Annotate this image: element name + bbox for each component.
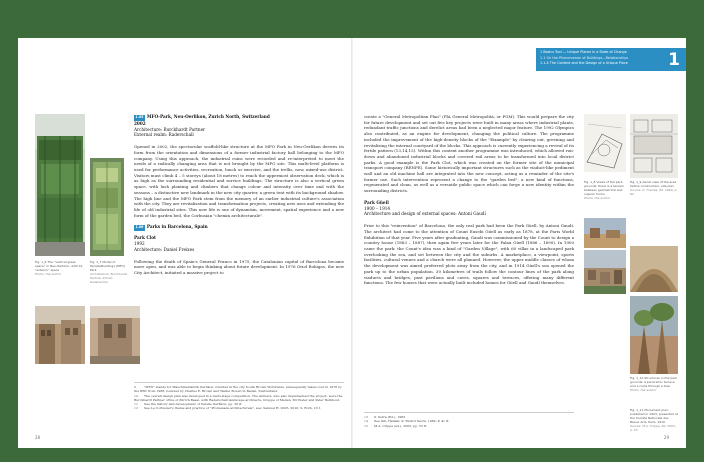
chapter-line-3: 1.1.4 The Context and the Design of a Unique Place (540, 61, 628, 65)
caption-credit: Photo: the author (35, 272, 62, 277)
footnote: 12 See Le Corbusier's theme and practice of "Promenade architecturale", see: Samuel H. 2005, 2010: S. Roth, 10 f. (134, 406, 321, 411)
chapter-line-2: 1.1 On the Phenomenon of Buildings—Relationships (540, 56, 629, 60)
park-guell-title: Park Güell (364, 199, 389, 205)
project-tag: 1.06 (135, 225, 144, 230)
project-tag: 1.05 (135, 115, 144, 119)
caption-fig-1-11 (630, 408, 678, 433)
chapter-header (536, 48, 686, 71)
photo-park-guell-trees (630, 296, 678, 374)
project-year: 2002 (134, 120, 146, 126)
terrace-image (584, 218, 626, 248)
photo-aerial-plan (630, 114, 678, 178)
mfo-park-image (35, 114, 85, 256)
caption-title: Fig. 1_8 Views of the park grounds: there is a tension between geometrical and organic forms (584, 180, 625, 197)
caption-credit: Source: D. Freixes, Ed. 1990, p. 92 (630, 188, 678, 197)
project-title: 1.05 MFO-Park, Neu-Oerlikon, Zurich North, Switzerland (135, 114, 270, 119)
right-text-column (364, 114, 574, 286)
photo-park-guell-city (584, 250, 626, 294)
park-name: Park Clot (134, 235, 156, 241)
photo-park-clot-sketch (584, 114, 626, 172)
caption-fig-1-7 (90, 260, 128, 285)
project-external: External realm: Raderschall (134, 132, 194, 138)
caption-fig-1-6 (35, 260, 85, 276)
caption-title: Fig. 1_6 The "vertical green space" in Neu-Oerlikon, with its "exterior" space (35, 260, 83, 273)
caption-title: Fig. 1_11 Monument plan, published in 1903, presented at the Société Nationale des Beaux Arts, Paris, 1910 (630, 408, 678, 425)
paragraph-mfo: Opened in 2002, the spectacular scaffold-like structure at the MFO Park in Neu-Oerlikon derives its form from the orientation and dimensions of a former industrial factory hall belonging to the MFO company. Using this approach, the industrial ruins were recorded and re-interpreted to meet the needs of a radically changing area that is not brought by the MFO site. This multi-level platform is used for performance activities, recreation, lunch or exercise, and the trellis, now, mixed-use district. Visitors must climb 4 – 5 storeys (about 18 metres) to reach the uppermost observation deck, which is as high as the surrounding residential and service buildings. The structure is also a vertical green space, with lush planting and climbers that change colour and intensity over time and with the seasons – a distinctive new landmark in the new city quarter, a green tent with its background shadow. The high line and the MFO Park stem from the memory of an earlier industrial culture's association with the city. They are revitalisation and transformation projects, creating new uses and extending the life of old industrial sites. This new life is one of dynamism, movement, spatial experience and a new form of the garden bed, the Corbusian "chemin architecturale". (134, 144, 344, 218)
mosaic-image (630, 246, 678, 292)
project-title-barcelona: 1.06 Parks in Barcelona, Spain (135, 224, 208, 230)
footnote: 11 See the history and development of Tensile Oerlikon, pp. 30 ff. (134, 402, 243, 407)
paragraph-barcelona: Following the death of Spain's General Franco in 1975, the Catalonian capital of Barcelona became more open, and was able to begin thinking about future development. In 1976 Oriol Bohigas, the new City Architect, initiated a massive project to (134, 258, 344, 275)
photo-barcelona-wall (90, 306, 140, 364)
park-year: 1992 (134, 240, 145, 246)
caption-credit: Photo: the author (584, 196, 611, 201)
photo-mfo-park (35, 114, 85, 256)
caption-title: Fig. 1_9 Aerial view of the area before construction, site plan (630, 180, 677, 189)
city-image (584, 250, 626, 294)
footnote: 9 "MFO" stands for Maschinenfabrik Oerlikon, founded in the city South Brown Worldwide, subsequently taken over in 1976 by the BBC from 1988, founded by Charles E. Brown and Walter Boveri in Baden, Switzerland. (134, 385, 342, 394)
photo-park-guell-mosaic (630, 246, 678, 292)
park-guell-architect: Architecture and design of external spaces: Antoni Gaudí (364, 211, 486, 217)
caption-credit: Architecture: Burckhardt Partner, Zürich; Raderschall (90, 272, 128, 285)
wall-image (90, 306, 140, 364)
left-text-column (134, 114, 344, 276)
page-number-left: 28 (35, 435, 41, 440)
caption-title: Fig. 1_7 Model of Tensile/Buildings (MFO) Park (90, 260, 125, 273)
footnote: 10 The overall design plan was developed in a multi-stage competition. The winners, who also implemented the project, were the Burckhardt Partner office of Zürich-Basel, with Raderschall landscape architects, Gruppe of Meilen, Mr Pieter and Peter Berkhout. (134, 393, 343, 402)
caption-fig-1-8 (584, 180, 628, 200)
park-architect: Architecture: Daniel Freixes (134, 246, 195, 252)
caption-credit: Photo: the author (630, 388, 657, 393)
footnote: 14 See Gili, Hallam, 9: Ricard Sacrà, 1982; P. 41 ff. (364, 419, 450, 424)
page-number-right: 29 (663, 435, 669, 440)
trees-image (630, 296, 678, 374)
chapter-number: 1 (668, 50, 680, 70)
gutter (351, 38, 353, 448)
photo-mfo-model (90, 158, 124, 256)
left-footnotes (134, 382, 344, 411)
aerial-plan-image (630, 114, 678, 178)
caption-fig-1-9 (630, 180, 678, 196)
photo-park-guell-terrace (584, 218, 626, 248)
footnote: 13 S. Serra (Ed.), 1982 (364, 415, 406, 419)
project-architect: Architecture: Burckhardt Partner (134, 126, 206, 132)
chapter-line-1: 1 Basics Tool — Unique Places in a State of Change (540, 50, 627, 54)
sketch-image (584, 114, 626, 172)
paragraph-guell: Prior to this "reinvention" of Barcelona, the only real park had been the Park Güell, by Antoni Gaudí. The architect had come to the attention of Count Eusebi Güell as early as 1878, at the Paris World Exhibition of that year. Five years after graduating, Gaudí was commissioned by the Count to design a country house (1883 – 1887), then again five years later for the Palau Güell (1886 – 1890). In 1900 came the park: the Count's idea was a kind of "Garden Village", with 60 villas in a landscaped park overlooking the sea, and set between the city and the suburbs. A marketplace, a viewpoint, sports facilities, cultural venues and a church were all planned. However, the upper middle classes of whom the development was aimed preferred plots away from the city, and in 1914 Güell's son opened the park up to the urban population. 30 kilometres of trails follow the contour lines of the park along viaducts and bridges, past pavilions and caves, squares and terraces, offering many different functions. The few houses that were actually built included homes for Güell and Gaudí themselves. (364, 223, 574, 286)
park-guell-year: 1900 – 1914 (364, 205, 391, 211)
book-spread (18, 38, 686, 448)
caption-fig-1-10 (630, 376, 678, 392)
photo-barcelona-street (35, 306, 85, 364)
paragraph-pgm: create a "General Metropolitan Plan" (PlA General Metropolità, or PGM). This would prepare the city for future development and set out five key projects were built in many areas where industrial plants, redundant traffic junctions and derelict areas had been a neglected major feature. The 1992 Olympics also contributed, as an engine for development, changing the political culture. The programme included the improvement of the high-density blocks of the "Eixample" by clearing out, greening and revitalising the internal courtyard of the blocks. This approach is currently experiencing a revival of its fertile pattern (13,14,15). Within this context another programme was introduced, which allowed run-down and abandoned industrial blocks and covered rail areas to be transformed into local district parks. A good example is the Park Clot, which was created on the former site of the municipal transport company (RENFE). Some historically important structures such as the viaduct-like pediment wall and an old machine hall are integrated into the new concept, acting as a reminder of the site's former use. Such intervention represent a change to the "garden bed", a new kind of functions, regenerated and clean, as well as a versatile public space which can forge a new identity within the surrounding districts. (364, 114, 574, 194)
caption-title: Fig. 1_10 Structures in the park grounds: a panoramic terrace and a route through a tree (630, 376, 678, 389)
model-image (90, 158, 124, 256)
right-footnotes (364, 412, 574, 428)
street-image (35, 306, 85, 364)
footnote: 15 M.A. Crippa (ed.), 2003, pp. 53 ff. (364, 423, 427, 428)
caption-credit: Source: M.A. Crippa, Ed. 2003, p. 53 (630, 424, 676, 433)
